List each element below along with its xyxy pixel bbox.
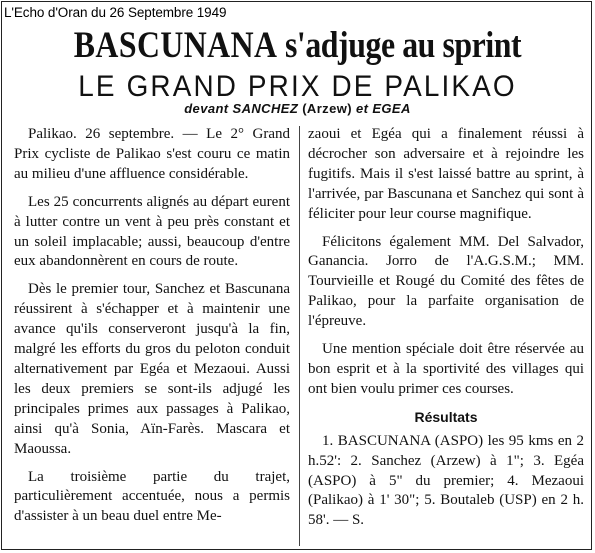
byline-prefix: devant SANCHEZ — [184, 101, 303, 116]
byline-suffix: et EGEA — [351, 101, 411, 116]
left-column — [14, 125, 290, 535]
right-paragraph: zaoui et Egéa qui a finalement réussi à décrocher son adversaire et à rejoindre les fugitifs. Mais il s'est laissé battre au sprint, à l'arrivée, par Bascunana et Sanchez qui sont à féliciter pour leur course magnifique. — [308, 126, 584, 222]
headline-rest: s'adjuge au sprint — [277, 25, 522, 66]
byline — [0, 101, 595, 116]
left-paragraph: Palikao. 26 septembre. — Le 2° Grand Prix cycliste de Palikao s'est couru ce matin au milieu d'une affluence considérable. — [14, 126, 290, 182]
results-title: Résultats — [414, 408, 478, 425]
right-paragraph: Une mention spéciale doit être réservée au bon esprit et à la sportivité des villages qui ont bien voulu primer ces courses. — [308, 341, 584, 397]
column-divider — [299, 126, 300, 546]
left-paragraph: Dès le premier tour, Sanchez et Bascunana réussirent à s'échapper et à maintenir une avance qu'ils conserveront jusqu'à la fin, malgré les efforts du gros du peloton conduit alternativement par Egéa et Mezaoui. Aussi les deux premiers se sont-ils adjugé les principales primes aux passages à Palikao, ainsi qu'à Sonia, Aïn-Farès. Mascara et Maoussa. — [14, 281, 290, 457]
headline-name: BASCUNANA — [73, 25, 278, 66]
right-paragraph: Félicitons également MM. Del Salvador, Ganancia. Jorro de l'A.G.S.M.; MM. Tourvieille et Rougé du Comité des fêtes de Palikao, pour la parfaite organisation de l'épreuve. — [308, 233, 584, 330]
results-text: 1. BASCUNANA (ASPO) les 95 kms en 2 h.52': 2. Sanchez (Arzew) à 1"; 3. Egéa (ASPO) à 5" du premier; 4. Mezaoui (Palikao) à 1' 30"; 5. Boutaleb (USP) en 2 h. 58'. — S. — [308, 432, 584, 529]
source-line: L'Echo d'Oran du 26 Septembre 1949 — [4, 5, 227, 20]
left-paragraph: La troisième partie du trajet, particulièrement accentuée, nous a permis d'assister à un beau duel entre Me- — [14, 468, 290, 525]
headline — [42, 26, 554, 66]
right-column — [308, 125, 584, 539]
byline-place: (Arzew) — [302, 101, 352, 116]
subhead: LE GRAND PRIX DE PALIKAO — [78, 70, 517, 103]
left-paragraph: Les 25 concurrents alignés au départ eurent à lutter contre un vent à peu près constant et un soleil implacable; aussi, beaucoup d'entre eux abandonnèrent en cours de route. — [14, 193, 290, 270]
